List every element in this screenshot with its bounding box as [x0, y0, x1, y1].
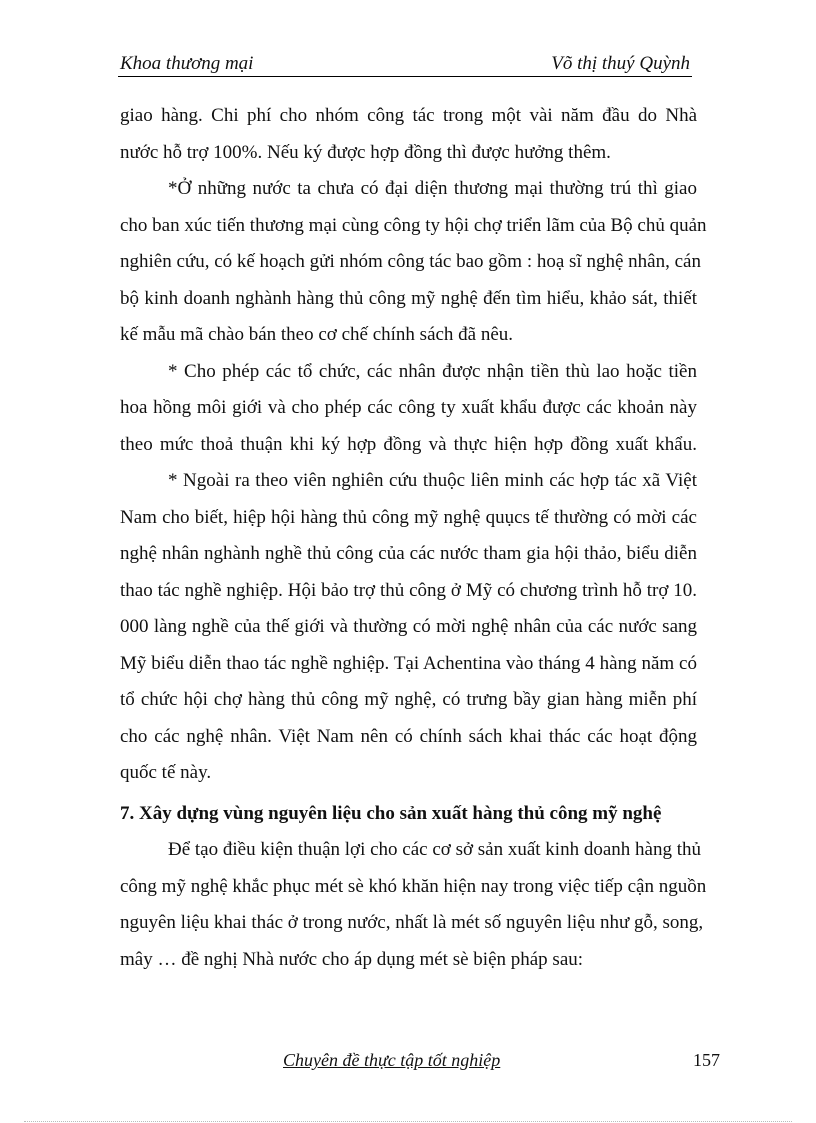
- footer-title: Chuyên đề thực tập tốt nghiệp: [283, 1050, 501, 1070]
- text-line: * Cho phép các tổ chức, các nhân được nhận tiền thù lao hoặc tiền: [168, 360, 697, 382]
- text-line: mây … đề nghị Nhà nước cho áp dụng mét sè biện pháp sau:: [120, 948, 584, 970]
- text-line: kế mẫu mã chào bán theo cơ chế chính sách đã nêu.: [120, 324, 514, 345]
- text-line: bộ kinh doanh nghành hàng thủ công mỹ nghệ đến tìm hiểu, khảo sát, thiết: [120, 287, 697, 309]
- text-line: *Ở những nước ta chưa có đại diện thương mại thường trú thì giao: [168, 178, 697, 199]
- header-faculty: Khoa thương mại: [120, 53, 254, 74]
- header-author: Võ thị thuý Quỳnh: [551, 53, 690, 74]
- page-header: [118, 52, 692, 77]
- text-line: công mỹ nghệ khắc phục mét sè khó khăn hiện nay trong việc tiếp cận nguồn: [120, 875, 707, 897]
- text-line: hoa hồng môi giới và cho phép các công ty xuất khẩu được các khoản này: [120, 397, 697, 418]
- body-text: [120, 98, 707, 978]
- text-line: tổ chức hội chợ hàng thủ công mỹ nghệ, có trưng bầy gian hàng miễn phí: [120, 689, 697, 710]
- text-line: giao hàng. Chi phí cho nhóm công tác trong một vài năm đầu do Nhà: [120, 105, 697, 126]
- text-line: nguyên liệu khai thác ở trong nước, nhất là mét số nguyên liệu như gỗ, song,: [120, 912, 704, 933]
- text-line: cho các nghệ nhân. Việt Nam nên có chính sách khai thác các hoạt động: [120, 725, 697, 747]
- page-number: 157: [693, 1050, 720, 1070]
- text-line: 000 làng nghề của thế giới và thường có mời nghệ nhân của các nước sang: [120, 616, 697, 637]
- text-line: Mỹ biểu diễn thao tác nghề nghiệp. Tại Achentina vào tháng 4 hàng năm có: [120, 652, 697, 674]
- text-line: quốc tế này.: [120, 762, 212, 783]
- text-line: nghiên cứu, có kế hoạch gửi nhóm công tác bao gồm : hoạ sĩ nghệ nhân, cán: [120, 251, 701, 272]
- text-line: * Ngoài ra theo viên nghiên cứu thuộc liên minh các hợp tác xã Việt: [168, 470, 697, 491]
- text-line: nước hỗ trợ 100%. Nếu ký được hợp đồng thì được hưởng thêm.: [120, 141, 611, 163]
- section-heading: 7. Xây dựng vùng nguyên liệu cho sản xuất hàng thủ công mỹ nghệ: [120, 802, 662, 824]
- text-line: cho ban xúc tiến thương mại cùng công ty hội chợ triển lãm của Bộ chủ quản: [120, 214, 707, 236]
- text-line: Nam cho biết, hiệp hội hàng thủ công mỹ nghệ quụcs tế thường có mời các: [120, 506, 697, 528]
- bottom-divider: [24, 1121, 792, 1122]
- text-line: theo mức thoả thuận khi ký hợp đồng và thực hiện hợp đồng xuất khẩu.: [120, 433, 697, 455]
- text-line: nghệ nhân nghành nghề thủ công của các nước tham gia hội thảo, biểu diễn: [120, 543, 697, 564]
- text-line: Để tạo điều kiện thuận lợi cho các cơ sở sản xuất kinh doanh hàng thủ: [168, 839, 701, 860]
- text-line: thao tác nghề nghiệp. Hội bảo trợ thủ công ở Mỹ có chương trình hỗ trợ 10.: [120, 579, 697, 601]
